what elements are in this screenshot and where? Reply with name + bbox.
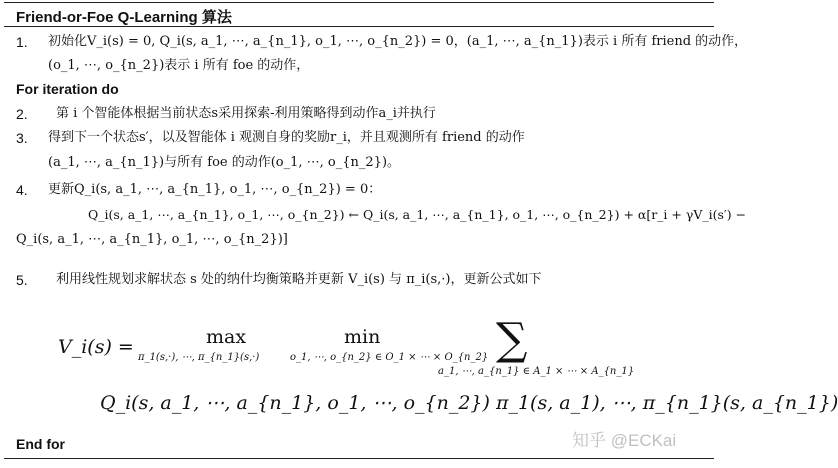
formula-max: max bbox=[206, 326, 247, 348]
step-2-line-1: 第 i 个智能体根据当前状态s采用探索-利用策略得到动作a_i并执行 bbox=[56, 106, 436, 121]
step-5-line-1: 利用线性规划求解状态 s 处的纳什均衡策略并更新 V_i(s) 与 π_i(s,·)，更新公式如下 bbox=[56, 272, 542, 287]
step-3-line-1: 得到下一个状态s′，以及智能体 i 观测自身的奖励r_i，并且观测所有 friend 的动作 bbox=[48, 130, 525, 145]
step-3-number: 3. bbox=[16, 130, 28, 146]
formula-sum-symbol: ∑ bbox=[496, 314, 528, 365]
step-4-number: 4. bbox=[16, 182, 28, 198]
step-1-number: 1. bbox=[16, 34, 28, 50]
loop-end: End for bbox=[16, 436, 65, 452]
step-5-number: 5. bbox=[16, 272, 28, 288]
algorithm-title: Friend-or-Foe Q-Learning 算法 bbox=[16, 9, 232, 26]
formula-sum-subscript: a_1, ⋯, a_{n_1} ∈ A_1 × ⋯ × A_{n_1} bbox=[438, 366, 635, 377]
formula-body: Q_i(s, a_1, ⋯, a_{n_1}, o_1, ⋯, o_{n_2}) π_1(s, a_1), ⋯, π_{n_1}(s, a_{n_1}) bbox=[100, 392, 838, 414]
step-4-line-2: Q_i(s, a_1, ⋯, a_{n_1}, o_1, ⋯, o_{n_2}) ← Q_i(s, a_1, ⋯, a_{n_1}, o_1, ⋯, o_{n_2}) + α[r_i + γV_i(s′) − bbox=[88, 207, 747, 222]
step-4-line-1: 更新Q_i(s, a_1, ⋯, a_{n_1}, o_1, ⋯, o_{n_2}) = 0： bbox=[48, 182, 382, 197]
step-4-line-3: Q_i(s, a_1, ⋯, a_{n_1}, o_1, ⋯, o_{n_2})] bbox=[16, 232, 288, 247]
title-rule bbox=[4, 26, 714, 27]
formula-max-subscript: π_1(s,·), ⋯, π_{n_1}(s,·) bbox=[138, 352, 260, 363]
formula-lhs: V_i(s) = bbox=[58, 336, 134, 358]
formula-min: min bbox=[344, 326, 381, 348]
loop-start: For iteration do bbox=[16, 81, 119, 97]
top-rule bbox=[4, 2, 714, 3]
step-2-number: 2. bbox=[16, 106, 28, 122]
formula-min-subscript: o_1, ⋯, o_{n_2} ∈ O_1 × ⋯ × O_{n_2} bbox=[290, 352, 489, 363]
step-1-line-1: 初始化V_i(s) = 0, Q_i(s, a_1, ⋯, a_{n_1}, o_1, ⋯, o_{n_2}) = 0，(a_1, ⋯, a_{n_1})表示 i 所有 friend 的动作， bbox=[48, 34, 748, 49]
watermark: 知乎 @ECKai bbox=[572, 431, 677, 450]
step-3-line-2: (a_1, ⋯, a_{n_1})与所有 foe 的动作(o_1, ⋯, o_{n_2})。 bbox=[48, 155, 401, 170]
bottom-rule bbox=[4, 458, 714, 459]
step-1-line-2: (o_1, ⋯, o_{n_2})表示 i 所有 foe 的动作， bbox=[48, 58, 310, 73]
